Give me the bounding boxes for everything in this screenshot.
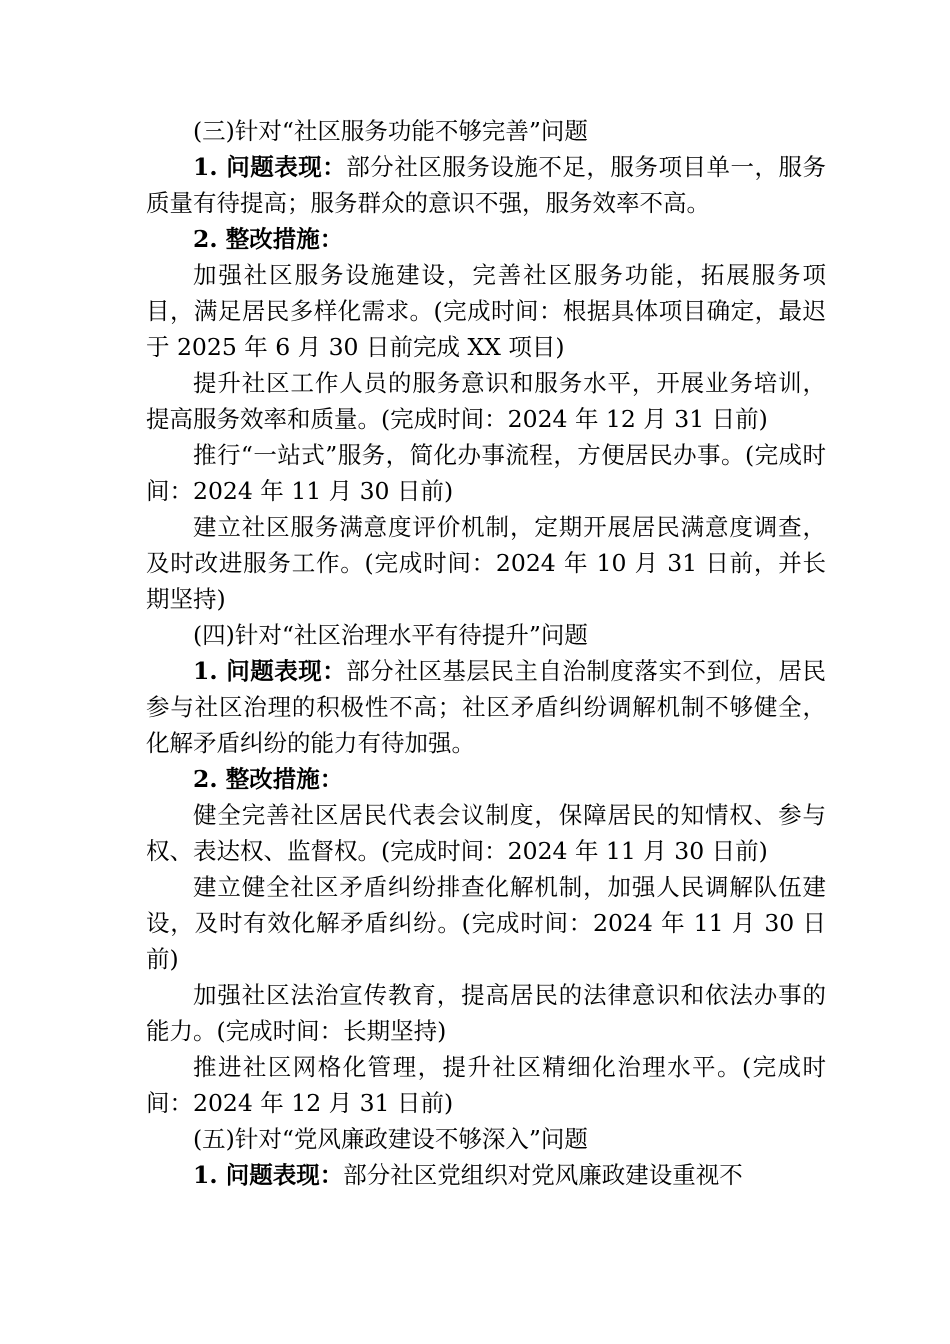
measure-paragraph: 建立健全社区矛盾纠纷排查化解机制，加强人民调解队伍建设，及时有效化解矛盾纠纷。(完成时间：2024 年 11 月 30 日前) [146, 873, 826, 973]
problem-text: 部分社区党组织对党风廉政建设重视不 [343, 1161, 743, 1189]
problem-paragraph [146, 653, 826, 761]
measure-paragraph: 推行“一站式”服务，简化办事流程，方便居民办事。(完成时间：2024 年 11 月 30 日前) [146, 441, 826, 505]
measures-heading: 2. 整改措施： [193, 225, 344, 253]
section-title-4: (四)针对“社区治理水平有待提升”问题 [193, 621, 588, 649]
measures-heading: 2. 整改措施： [193, 765, 344, 793]
measure-paragraph: 建立社区服务满意度评价机制，定期开展居民满意度调查，及时改进服务工作。(完成时间：2024 年 10 月 31 日前，并长期坚持) [146, 513, 826, 613]
problem-lead: 1. 问题表现： [193, 657, 347, 685]
measure-paragraph: 健全完善社区居民代表会议制度，保障居民的知情权、参与权、表达权、监督权。(完成时间：2024 年 11 月 30 日前) [146, 801, 826, 865]
measure-paragraph: 提升社区工作人员的服务意识和服务水平，开展业务培训，提高服务效率和质量。(完成时间：2024 年 12 月 31 日前) [146, 369, 826, 433]
measure-paragraph: 推进社区网格化管理，提升社区精细化治理水平。(完成时间：2024 年 12 月 31 日前) [146, 1053, 826, 1117]
problem-paragraph [146, 149, 826, 221]
problem-text: 部分社区基层民主自治制度落实不到位，居民参与社区治理的积极性不高；社区矛盾纠纷调解机制不够健全，化解矛盾纠纷的能力有待加强。 [146, 657, 827, 757]
section-title-5: (五)针对“党风廉政建设不够深入”问题 [193, 1125, 588, 1153]
problem-lead: 1. 问题表现： [193, 1161, 344, 1189]
document-body [146, 113, 826, 1193]
problem-paragraph [146, 1157, 826, 1193]
measure-paragraph: 加强社区服务设施建设，完善社区服务功能，拓展服务项目，满足居民多样化需求。(完成时间：根据具体项目确定，最迟于 2025 年 6 月 30 日前完成 XX 项目) [146, 261, 826, 361]
problem-lead: 1. 问题表现： [193, 153, 347, 181]
measure-paragraph: 加强社区法治宣传教育，提高居民的法律意识和依法办事的能力。(完成时间：长期坚持) [146, 981, 826, 1045]
section-title-3: (三)针对“社区服务功能不够完善”问题 [193, 117, 588, 145]
problem-text: 部分社区服务设施不足，服务项目单一，服务质量有待提高；服务群众的意识不强，服务效率不高。 [146, 153, 827, 217]
